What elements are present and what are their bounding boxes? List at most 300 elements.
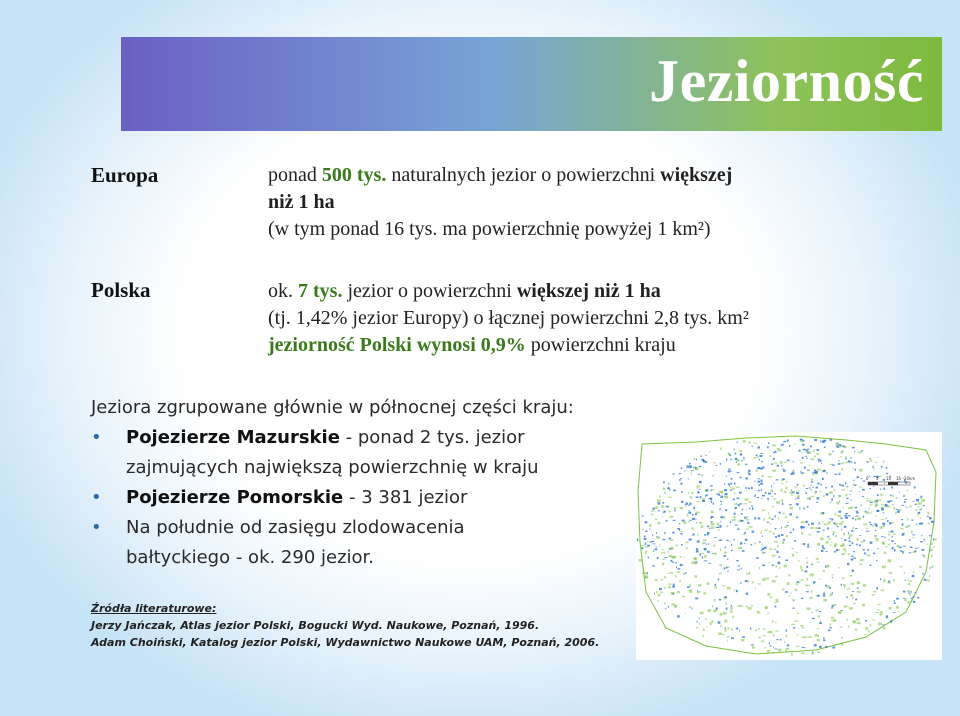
land-patch (888, 531, 890, 532)
lake-mark (884, 537, 886, 538)
land-patch (857, 591, 861, 593)
land-patch (691, 472, 692, 474)
land-patch (683, 521, 686, 524)
lake-mark (931, 521, 934, 523)
land-patch (809, 534, 812, 536)
land-patch (664, 602, 665, 604)
land-patch (794, 487, 798, 488)
land-patch (931, 555, 933, 557)
lake-mark (687, 587, 690, 589)
lake-mark (644, 538, 647, 540)
lake-mark (825, 565, 826, 567)
land-patch (858, 451, 862, 453)
land-patch (878, 622, 882, 625)
lake-mark (839, 501, 840, 502)
land-patch (755, 629, 757, 631)
lake-mark (730, 458, 731, 460)
land-patch (811, 489, 812, 492)
land-patch (788, 574, 790, 576)
lake-mark (656, 532, 657, 534)
land-patch (781, 480, 784, 481)
lake-mark (666, 506, 667, 508)
land-patch (782, 513, 785, 514)
lake-mark (793, 528, 794, 530)
lake-mark (930, 567, 931, 569)
europe-count: 500 tys. (321, 164, 387, 186)
lake-mark (741, 513, 743, 514)
land-patch (814, 456, 817, 458)
land-patch (884, 552, 886, 555)
land-patch (766, 578, 770, 580)
land-patch (867, 498, 869, 499)
lake-mark (807, 544, 809, 546)
lake-mark (786, 525, 789, 526)
lake-mark (737, 442, 739, 443)
lake-mark (850, 457, 851, 459)
lake-mark (807, 470, 810, 471)
lake-mark (894, 600, 895, 602)
land-patch (691, 497, 693, 499)
lake-mark (800, 526, 803, 528)
lake-mark (870, 524, 872, 525)
lake-mark (911, 598, 912, 599)
lake-mark (797, 581, 799, 583)
land-patch (796, 646, 799, 647)
land-patch (926, 544, 928, 545)
land-patch (816, 558, 819, 560)
scale-tick-label: 0 (866, 476, 869, 481)
land-patch (738, 547, 742, 550)
lake-mark (725, 493, 728, 495)
land-patch (788, 521, 789, 523)
lake-mark (669, 538, 672, 540)
lake-mark (751, 544, 753, 545)
lake-mark (720, 504, 722, 505)
lake-mark (802, 440, 804, 442)
lake-mark (832, 647, 835, 649)
lake-mark (933, 547, 934, 548)
lake-mark (833, 534, 834, 536)
lake-mark (819, 522, 820, 524)
list-item-south-cont: bałtyckiego - ok. 290 jezior. (126, 547, 375, 568)
lake-mark (903, 598, 905, 599)
land-patch (900, 528, 904, 529)
land-patch (869, 458, 871, 460)
lake-mark (840, 518, 842, 520)
lake-mark (806, 591, 809, 592)
lake-mark (794, 540, 796, 542)
lake-mark (731, 637, 734, 639)
land-patch (775, 576, 778, 578)
lake-mark (688, 479, 689, 480)
lake-mark (708, 498, 711, 499)
lake-mark (929, 551, 930, 552)
lake-mark (724, 484, 725, 485)
lake-mark (855, 484, 857, 486)
lake-mark (691, 470, 694, 471)
land-patch (774, 541, 778, 543)
lake-mark (700, 496, 702, 498)
lake-mark (849, 545, 851, 546)
lake-mark (865, 620, 867, 622)
lake-mark (810, 445, 812, 447)
land-patch (829, 521, 831, 522)
lake-mark (913, 601, 915, 603)
land-patch (664, 576, 666, 578)
lake-mark (833, 522, 835, 524)
lake-mark (726, 458, 727, 460)
lake-mark (923, 554, 924, 556)
land-patch (835, 535, 837, 537)
land-patch (685, 613, 686, 614)
land-patch (772, 506, 774, 507)
land-patch (799, 581, 800, 584)
land-patch (801, 532, 804, 534)
list-item-mazurskie: • Pojezierze Mazurskie - ponad 2 tys. jezior (91, 423, 651, 453)
lake-mark (890, 500, 893, 501)
land-patch (869, 504, 872, 505)
lake-mark (758, 490, 760, 491)
land-patch (841, 637, 843, 639)
lake-mark (742, 550, 745, 552)
lake-mark (670, 560, 672, 562)
land-patch (826, 541, 829, 543)
lake-mark (807, 451, 808, 453)
land-patch (909, 506, 911, 508)
land-patch (740, 450, 742, 453)
lake-mark (823, 470, 826, 472)
lake-mark (793, 470, 794, 472)
lake-mark (881, 508, 884, 510)
land-patch (694, 557, 697, 559)
lake-mark (870, 502, 873, 503)
lake-mark (704, 543, 706, 544)
land-patch (711, 512, 714, 513)
land-patch (833, 531, 836, 533)
lake-mark (743, 457, 744, 459)
lake-mark (768, 499, 769, 501)
lake-mark (669, 489, 670, 491)
lake-mark (904, 572, 905, 573)
land-patch (724, 552, 727, 554)
lake-mark (838, 511, 841, 513)
land-patch (692, 561, 695, 564)
lake-mark (823, 637, 824, 639)
lake-mark (696, 497, 699, 499)
lake-mark (695, 513, 697, 515)
lake-mark (697, 621, 698, 623)
lake-mark (855, 519, 856, 520)
land-patch (913, 571, 914, 573)
lake-mark (771, 485, 772, 487)
lake-mark (900, 550, 901, 552)
lake-mark (692, 514, 694, 515)
lake-mark (903, 591, 906, 593)
lake-mark (897, 511, 900, 513)
lake-mark (748, 472, 749, 473)
lake-mark (772, 491, 773, 492)
land-patch (696, 501, 699, 502)
lake-mark (760, 468, 762, 470)
poland-line-2: (tj. 1,42% jezior Europy) o łącznej powierzchni 2,8 tys. km² (268, 307, 749, 329)
land-patch (829, 538, 831, 540)
lake-mark (771, 463, 773, 465)
land-patch (895, 512, 897, 514)
land-patch (865, 627, 868, 630)
lake-mark (861, 505, 863, 506)
scale-tick-label: 15 (896, 476, 902, 481)
land-patch (722, 491, 723, 493)
lake-mark (786, 629, 788, 631)
lake-mark (852, 447, 855, 449)
land-patch (644, 575, 648, 578)
land-patch (889, 607, 892, 610)
lake-mark (921, 549, 924, 551)
lake-mark (756, 455, 758, 457)
lake-mark (792, 608, 795, 609)
scale-tick-label: 5 (876, 476, 879, 481)
lake-mark (845, 482, 846, 484)
land-patch (704, 592, 706, 595)
lake-mark (713, 503, 714, 505)
lake-mark (762, 548, 764, 550)
lake-mark (718, 494, 720, 496)
lake-mark (836, 444, 838, 445)
lake-mark (790, 513, 792, 515)
land-patch (926, 580, 930, 582)
land-patch (772, 652, 775, 653)
lake-mark (795, 499, 796, 500)
lake-mark (797, 484, 798, 486)
lake-mark (883, 512, 885, 513)
land-patch (796, 552, 798, 553)
lake-mark (903, 546, 905, 547)
lake-mark (720, 521, 721, 522)
lake-mark (910, 547, 913, 548)
land-patch (784, 462, 786, 464)
lake-mark (775, 536, 777, 538)
land-patch (752, 646, 755, 648)
lake-mark (716, 608, 718, 610)
land-patch (809, 465, 810, 467)
land-patch (727, 627, 729, 629)
lake-mark (811, 485, 812, 486)
lake-mark (836, 549, 838, 551)
lake-mark (696, 548, 698, 550)
lake-mark (814, 644, 817, 646)
lake-mark (768, 442, 769, 444)
lake-mark (645, 543, 647, 545)
lake-mark (883, 479, 885, 481)
lake-mark (735, 508, 737, 509)
lake-mark (863, 516, 864, 518)
lake-mark (637, 539, 638, 541)
land-patch (765, 606, 768, 609)
lake-mark (841, 529, 842, 531)
land-patch (691, 492, 694, 494)
land-patch (786, 481, 788, 482)
poland-line-3: jeziorność Polski wynosi 0,9% powierzchni kraju (268, 334, 676, 356)
lake-mark (787, 644, 789, 646)
lake-mark (886, 467, 888, 469)
land-patch (774, 462, 778, 463)
lake-mark (923, 505, 925, 506)
lake-mark (653, 543, 656, 544)
land-patch (817, 609, 819, 611)
lake-mark (893, 612, 895, 613)
list-item-pomorskie: • Pojezierze Pomorskie - 3 381 jezior (91, 483, 651, 513)
lake-mark (756, 557, 759, 559)
land-patch (763, 518, 765, 521)
lake-mark (702, 556, 703, 558)
land-patch (810, 597, 813, 599)
lake-mark (890, 495, 892, 497)
land-patch (662, 563, 664, 566)
land-patch (850, 594, 853, 596)
land-patch (777, 547, 778, 548)
lake-mark (778, 535, 780, 537)
lake-mark (665, 492, 666, 494)
lake-mark (782, 469, 785, 470)
lake-mark (681, 501, 684, 503)
land-patch (823, 570, 825, 572)
lake-mark (817, 471, 818, 473)
lake-mark (891, 540, 893, 542)
land-patch (790, 494, 793, 495)
land-patch (805, 585, 808, 587)
land-patch (778, 517, 779, 520)
lake-mark (655, 548, 658, 550)
land-patch (785, 648, 789, 650)
land-patch (711, 526, 715, 528)
land-patch (772, 555, 776, 557)
lake-mark (662, 539, 665, 540)
land-patch (870, 460, 872, 462)
lake-mark (688, 510, 690, 511)
land-patch (752, 605, 753, 607)
lake-mark (725, 627, 726, 628)
land-patch (738, 605, 742, 607)
lake-mark (823, 530, 825, 531)
land-patch (767, 593, 770, 596)
land-patch (730, 611, 733, 613)
lake-mark (697, 492, 699, 494)
lake-mark (875, 524, 877, 526)
lake-mark (781, 534, 783, 536)
land-patch (816, 453, 819, 455)
land-patch (927, 512, 929, 514)
land-patch (880, 611, 883, 613)
lake-mark (748, 470, 749, 472)
lake-mark (647, 572, 648, 574)
land-patch (877, 604, 880, 605)
land-patch (699, 522, 702, 524)
land-patch (841, 521, 843, 523)
land-patch (817, 634, 819, 637)
land-patch (760, 532, 762, 534)
land-patch (668, 584, 671, 585)
lake-mark (704, 548, 706, 550)
land-patch (879, 614, 882, 616)
lake-mark (726, 476, 727, 477)
land-patch (770, 548, 772, 550)
lake-mark (808, 524, 809, 526)
lake-mark (726, 608, 728, 610)
lake-mark (807, 449, 809, 450)
lake-mark (874, 523, 876, 524)
land-patch (772, 620, 773, 623)
lake-mark (824, 440, 826, 441)
lake-mark (817, 497, 820, 499)
land-patch (661, 505, 663, 508)
lake-mark (921, 496, 923, 498)
lake-mark (718, 621, 721, 623)
land-patch (912, 537, 915, 538)
lake-mark (826, 473, 828, 474)
lake-mark (727, 525, 728, 527)
land-patch (772, 580, 776, 582)
land-patch (870, 499, 872, 500)
land-patch (705, 619, 707, 620)
lake-mark (742, 509, 743, 511)
land-patch (855, 629, 858, 631)
land-patch (866, 528, 868, 529)
land-patch (655, 519, 657, 521)
land-patch (720, 625, 721, 627)
land-patch (722, 585, 725, 586)
lake-mark (759, 541, 761, 542)
lake-mark (886, 615, 888, 617)
land-patch (736, 487, 740, 488)
land-patch (694, 575, 697, 577)
lake-mark (742, 636, 745, 638)
land-patch (743, 534, 745, 535)
lake-mark (731, 550, 733, 551)
land-patch (843, 548, 846, 550)
lake-mark (739, 492, 742, 494)
land-patch (889, 572, 892, 574)
lake-mark (772, 496, 773, 497)
land-patch (713, 545, 715, 547)
lake-mark (816, 610, 817, 611)
lake-mark (673, 490, 676, 492)
lake-mark (725, 547, 727, 549)
land-patch (727, 640, 728, 642)
land-patch (817, 562, 820, 563)
lake-mark (659, 588, 662, 590)
land-patch (669, 555, 673, 557)
land-patch (807, 608, 811, 611)
lake-mark (677, 615, 680, 617)
lake-mark (656, 546, 657, 547)
land-patch (786, 535, 788, 537)
land-patch (780, 461, 783, 464)
land-patch (768, 631, 772, 633)
lake-mark (724, 489, 727, 491)
lake-mark (721, 496, 724, 498)
lake-mark (809, 497, 810, 499)
land-patch (795, 589, 798, 592)
lake-mark (836, 446, 839, 447)
lake-mark (831, 499, 833, 501)
land-patch (929, 575, 930, 578)
land-patch (784, 491, 787, 493)
land-patch (770, 523, 771, 525)
land-patch (801, 452, 802, 453)
land-patch (806, 557, 808, 558)
land-patch (806, 562, 808, 564)
land-patch (744, 503, 748, 504)
